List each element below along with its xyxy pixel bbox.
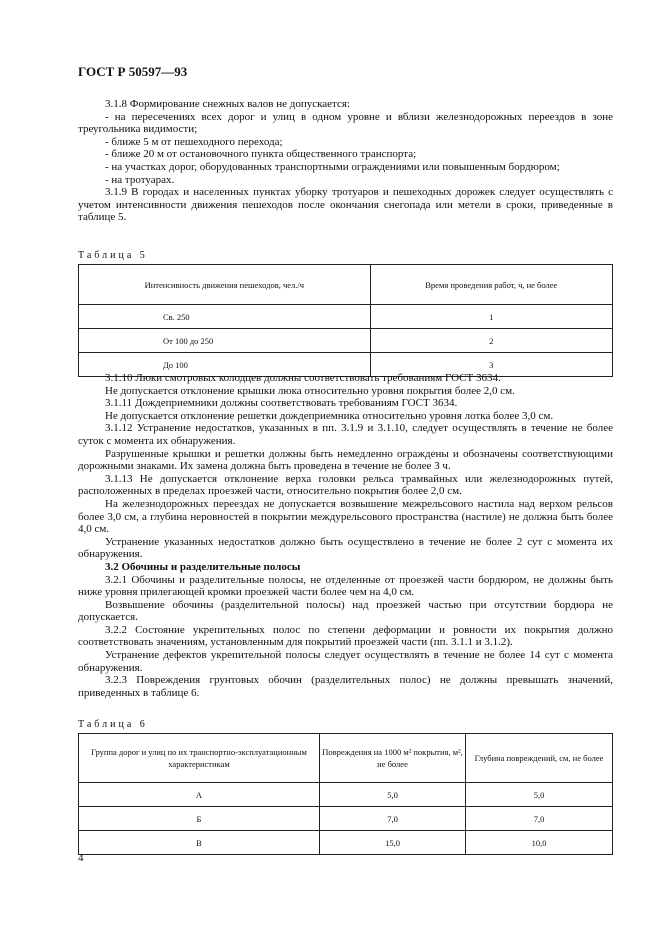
table-row (79, 783, 613, 807)
table-cell: До 100 (79, 353, 371, 377)
paragraph: 3.1.8 Формирование снежных валов не допускается: (105, 98, 350, 110)
table-cell: 7,0 (466, 807, 613, 831)
table-row (79, 807, 613, 831)
paragraph: - на пересечениях всех дорог и улиц в одном уровне и вблизи железнодорожных переездов в зоне треугольника видимости; (78, 110, 613, 136)
table-cell: 3 (370, 353, 612, 377)
paragraph: 3.1.11 Дождеприемники должны соответствовать требованиям ГОСТ 3634. (105, 397, 458, 410)
table-cell: 1 (370, 305, 612, 329)
table5-caption: Таблица 5 (78, 250, 148, 261)
paragraph: - ближе 20 м от остановочного пункта общественного транспорта; (105, 148, 417, 161)
paragraph: 3.2.3 Повреждения грунтовых обочин (разделительных полос) не должны превышать значений, приведенных в таблице 6. (78, 674, 613, 699)
column-header: Группа дорог и улиц по их транспортно-эксплуатационным характеристикам (79, 734, 320, 783)
paragraph: 3.2.2 Состояние укрепительных полос по степени деформации и ровности их покрытия должно соответствовать значениям, установленным для покрытий проезжей части (пп. 3.1.1 и 3.1.2). (78, 623, 613, 649)
paragraph: 3.1.9 В городах и населенных пунктах уборку тротуаров и пешеходных дорожек следует осуществлять с учетом интенсивности движения пешеходов после окончания снегопада или метели в сроки, приведенные в таблице 5. (78, 186, 613, 224)
table-cell: 10,0 (466, 831, 613, 855)
paragraph: Возвышение обочины (разделительной полосы) над проезжей частью при отсутствии бордюра не допускается. (78, 598, 613, 624)
paragraph: 3.1.13 Не допускается отклонение верха головки рельса трамвайных или железнодорожных путей, расположенных в пределах проезжей части, относительно покрытия более 2,0 см. (78, 472, 613, 498)
paragraph: На железнодорожных переездах не допускается возвышение межрельсового настила над верхом рельсов более 3,0 см, а глубина неровностей в покрытии междурельсового пространства (настиле) не должна быть более 4,0 см. (78, 497, 613, 536)
table-cell: А (79, 783, 320, 807)
table-row (79, 831, 613, 855)
table-cell: 2 (370, 329, 612, 353)
table-cell: 7,0 (320, 807, 466, 831)
table-cell: Св. 250 (79, 305, 371, 329)
column-header: Повреждения на 1000 м² покрытия, м², не более (320, 734, 466, 783)
table-cell: 15,0 (320, 831, 466, 855)
paragraph: 3.1.12 Устранение недостатков, указанных в пп. 3.1.9 и 3.1.10, следует осуществлять в течение не более суток с момента их обнаружения. (78, 422, 613, 447)
standard-header: ГОСТ Р 50597—93 (78, 64, 188, 79)
text-block-snow (78, 98, 613, 224)
table6-caption: Таблица 6 (78, 719, 148, 730)
text-block-wells (78, 372, 613, 699)
paragraph: Устранение указанных недостатков должно быть осуществлено в течение не более 2 сут с момента их обнаружения. (78, 535, 613, 561)
table-6 (78, 733, 613, 855)
paragraph: Устранение дефектов укрепительной полосы следует осуществлять в течение не более 14 сут с момента обнаружения. (78, 649, 613, 674)
table-header-row (79, 265, 613, 305)
paragraph: Разрушенные крышки и решетки должны быть немедленно ограждены и обозначены соответствующими дорожными знаками. Их замена должна быть проведена в течение не более 3 ч. (78, 447, 613, 473)
table-cell: 5,0 (466, 783, 613, 807)
paragraph: 3.1.10 Люки смотровых колодцев должны соответствовать требованиям ГОСТ 3634. (105, 372, 501, 384)
column-header: Глубина повреждений, см, не более (466, 734, 613, 783)
column-header: Интенсивность движения пешеходов, чел./ч (79, 265, 371, 305)
table-5 (78, 264, 613, 377)
table-cell: Б (79, 807, 320, 831)
table-cell: От 100 до 250 (79, 329, 371, 353)
paragraph: - ближе 5 м от пешеходного перехода; (105, 135, 283, 148)
paragraph: Не допускается отклонение крышки люка относительно уровня покрытия более 2,0 см. (105, 384, 515, 397)
section-heading: 3.2 Обочины и разделительные полосы (105, 560, 301, 573)
paragraph: - на тротуарах. (105, 173, 175, 186)
table-header-row (79, 734, 613, 783)
column-header: Время проведения работ, ч, не более (370, 265, 612, 305)
paragraph: 3.2.1 Обочины и разделительные полосы, не отделенные от проезжей части бордюром, не должны быть ниже уровня прилегающей кромки проезжей части более чем на 4,0 см. (78, 573, 613, 599)
table-row (79, 305, 613, 329)
table-cell: В (79, 831, 320, 855)
paragraph: Не допускается отклонение решетки дождеприемника относительно уровня лотка более 3,0 см. (105, 409, 554, 422)
table-cell: 5,0 (320, 783, 466, 807)
table-row (79, 329, 613, 353)
paragraph: - на участках дорог, оборудованных транспортными ограждениями или повышенным бордюром; (105, 160, 560, 173)
page-number: 4 (78, 852, 84, 864)
